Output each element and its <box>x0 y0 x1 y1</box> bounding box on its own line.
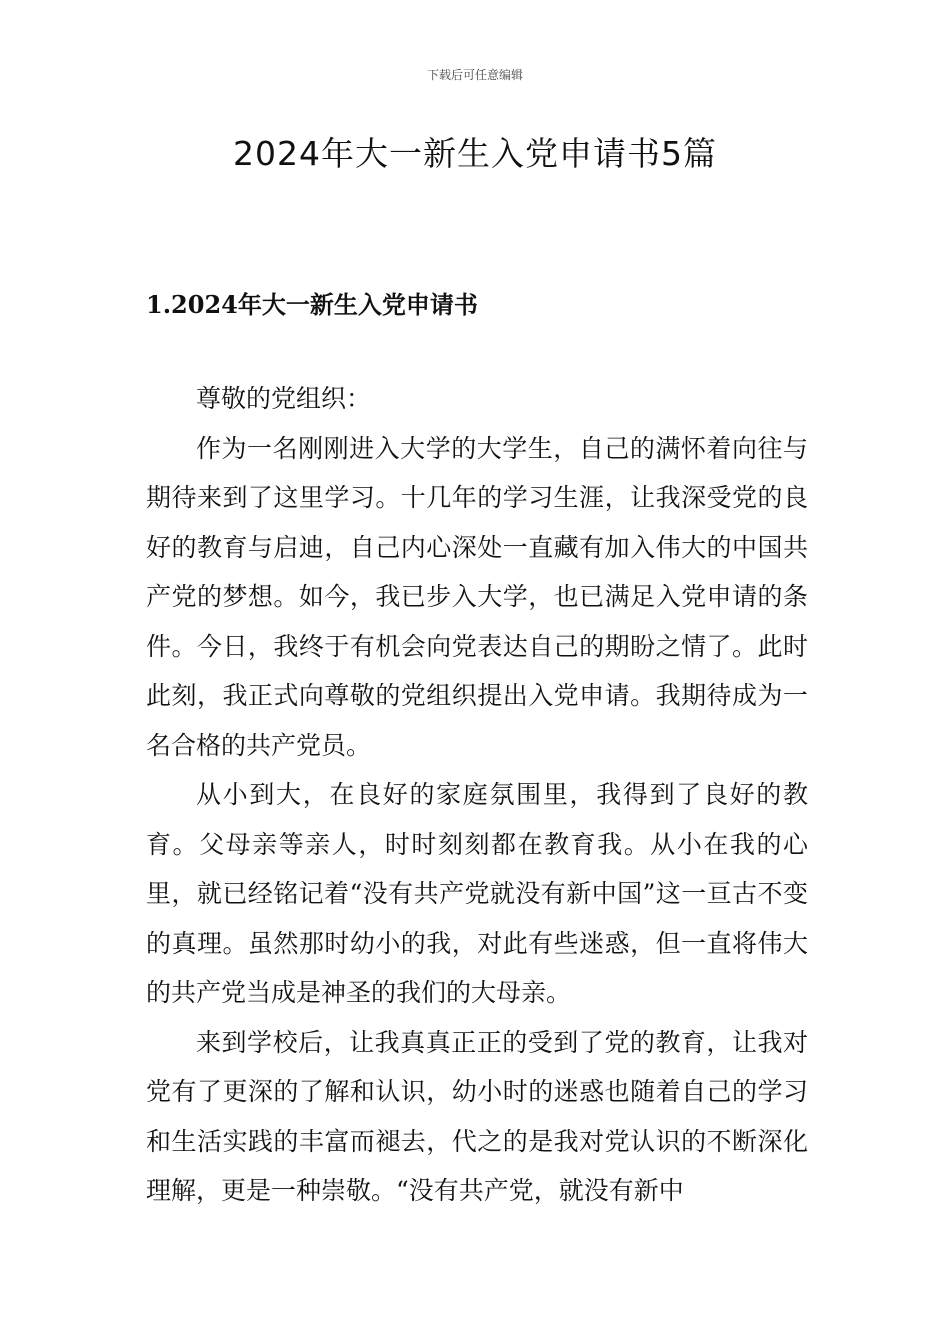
paragraph: 作为一名刚刚进入大学的大学生，自己的满怀着向往与期待来到了这里学习。十几年的学习生涯，让我深受党的良好的教育与启迪，自己内心深处一直藏有加入伟大的中国共产党的梦想。如今，我已步入大学，也已满足入党申请的条件。今日，我终于有机会向党表达自己的期盼之情了。此时此刻，我正式向尊敬的党组织提出入党申请。我期待成为一名合格的共产党员。 <box>146 433 808 760</box>
salutation: 尊敬的党组织： <box>196 384 372 413</box>
document-title: 2024年大一新生入党申请书5篇 <box>233 134 717 173</box>
paragraph: 从小到大，在良好的家庭氛围里，我得到了良好的教育。父母亲等亲人，时时刻刻都在教育我。从小在我的心里，就已经铭记着“没有共产党就没有新中国”这一亘古不变的真理。虽然那时幼小的我，对此有些迷惑，但一直将伟大的共产党当成是神圣的我们的大母亲。 <box>146 780 808 1007</box>
header-note: 下载后可任意编辑 <box>426 68 523 82</box>
section-heading: 1.2024年大一新生入党申请书 <box>146 290 478 319</box>
letter-body <box>146 374 808 1216</box>
paragraph: 来到学校后，让我真真正正的受到了党的教育，让我对党有了更深的了解和认识，幼小时的迷惑也随着自己的学习和生活实践的丰富而褪去，代之的是我对党认识的不断深化理解，更是一种崇敬。“没有共产党，就没有新中 <box>146 1027 808 1205</box>
